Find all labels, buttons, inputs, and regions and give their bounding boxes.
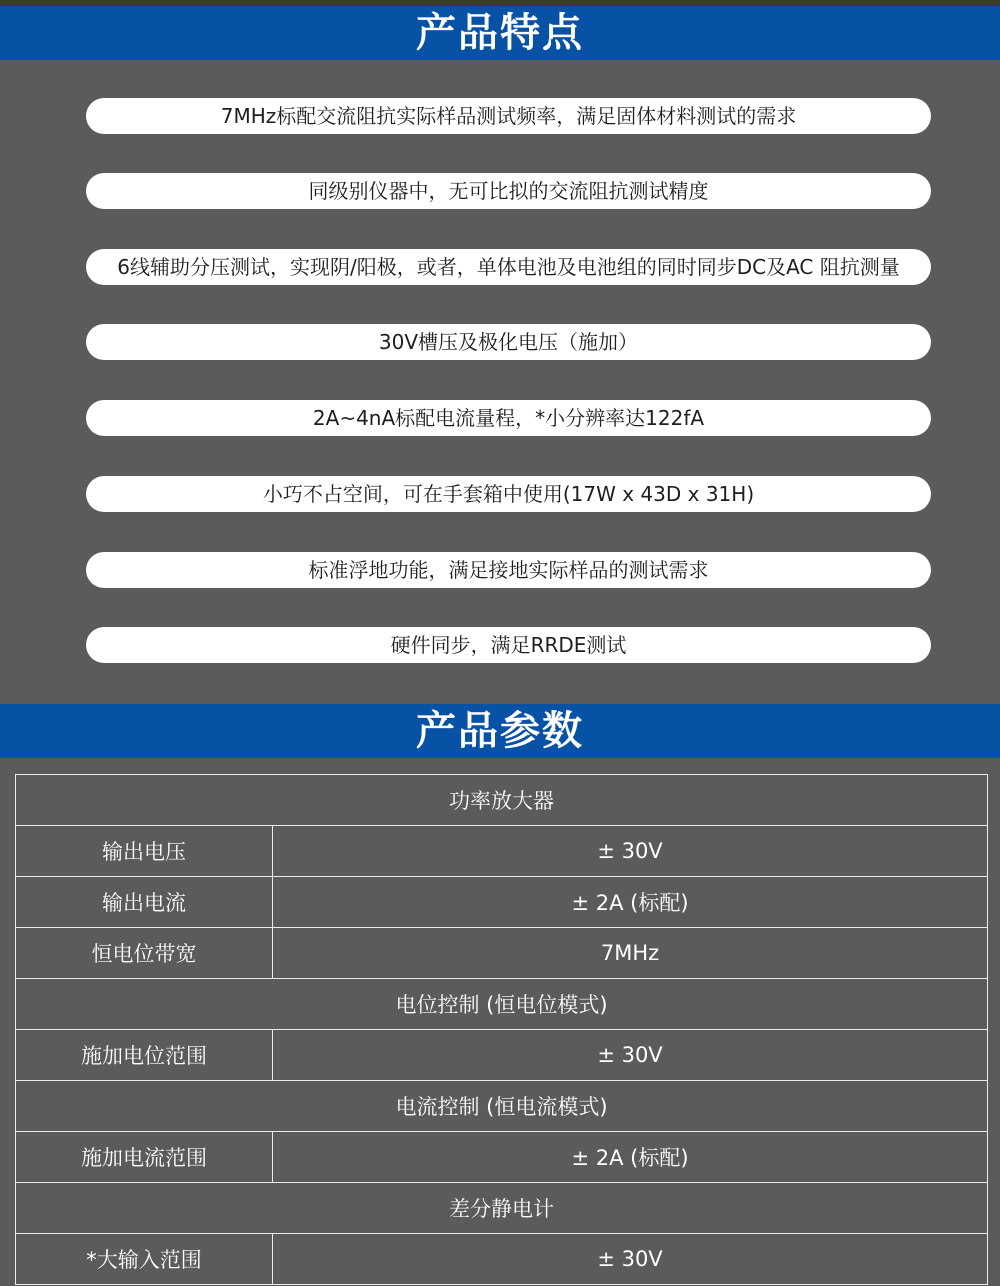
params-title: 产品参数 <box>0 704 1000 758</box>
spec-value: ± 30V <box>273 1030 988 1081</box>
feature-item: 6线辅助分压测试，实现阴/阳极，或者，单体电池及电池组的同时同步DC及AC 阻抗测量 <box>86 249 931 285</box>
spec-label: 恒电位带宽 <box>16 928 273 979</box>
feature-item: 7MHz标配交流阻抗实际样品测试频率，满足固体材料测试的需求 <box>86 98 931 134</box>
spec-value: ± 2A (标配) <box>273 877 988 928</box>
table-row <box>16 1183 988 1234</box>
table-row <box>16 928 988 979</box>
table-row <box>16 775 988 826</box>
feature-item: 硬件同步，满足RRDE测试 <box>86 627 931 663</box>
spec-table <box>15 774 988 1285</box>
features-title: 产品特点 <box>0 6 1000 60</box>
table-row <box>16 877 988 928</box>
table-row <box>16 1030 988 1081</box>
spec-label: 施加电位范围 <box>16 1030 273 1081</box>
table-row <box>16 979 988 1030</box>
spec-label: 输出电流 <box>16 877 273 928</box>
group-header: 电流控制 (恒电流模式) <box>16 1081 988 1132</box>
spec-value: 7MHz <box>273 928 988 979</box>
feature-item: 30V槽压及极化电压（施加） <box>86 324 931 360</box>
group-header: 功率放大器 <box>16 775 988 826</box>
feature-item: 小巧不占空间，可在手套箱中使用(17W x 43D x 31H) <box>86 476 931 512</box>
spec-value: ± 2A (标配) <box>273 1132 988 1183</box>
feature-item: 2A~4nA标配电流量程，*小分辨率达122fA <box>86 400 931 436</box>
table-row <box>16 1081 988 1132</box>
spec-label: *大输入范围 <box>16 1234 273 1285</box>
group-header: 差分静电计 <box>16 1183 988 1234</box>
table-row <box>16 1132 988 1183</box>
spec-label: 施加电流范围 <box>16 1132 273 1183</box>
spec-value: ± 30V <box>273 1234 988 1285</box>
feature-item: 同级别仪器中，无可比拟的交流阻抗测试精度 <box>86 173 931 209</box>
spec-value: ± 30V <box>273 826 988 877</box>
table-row <box>16 826 988 877</box>
spec-label: 输出电压 <box>16 826 273 877</box>
feature-item: 标准浮地功能，满足接地实际样品的测试需求 <box>86 552 931 588</box>
table-row <box>16 1234 988 1285</box>
group-header: 电位控制 (恒电位模式) <box>16 979 988 1030</box>
